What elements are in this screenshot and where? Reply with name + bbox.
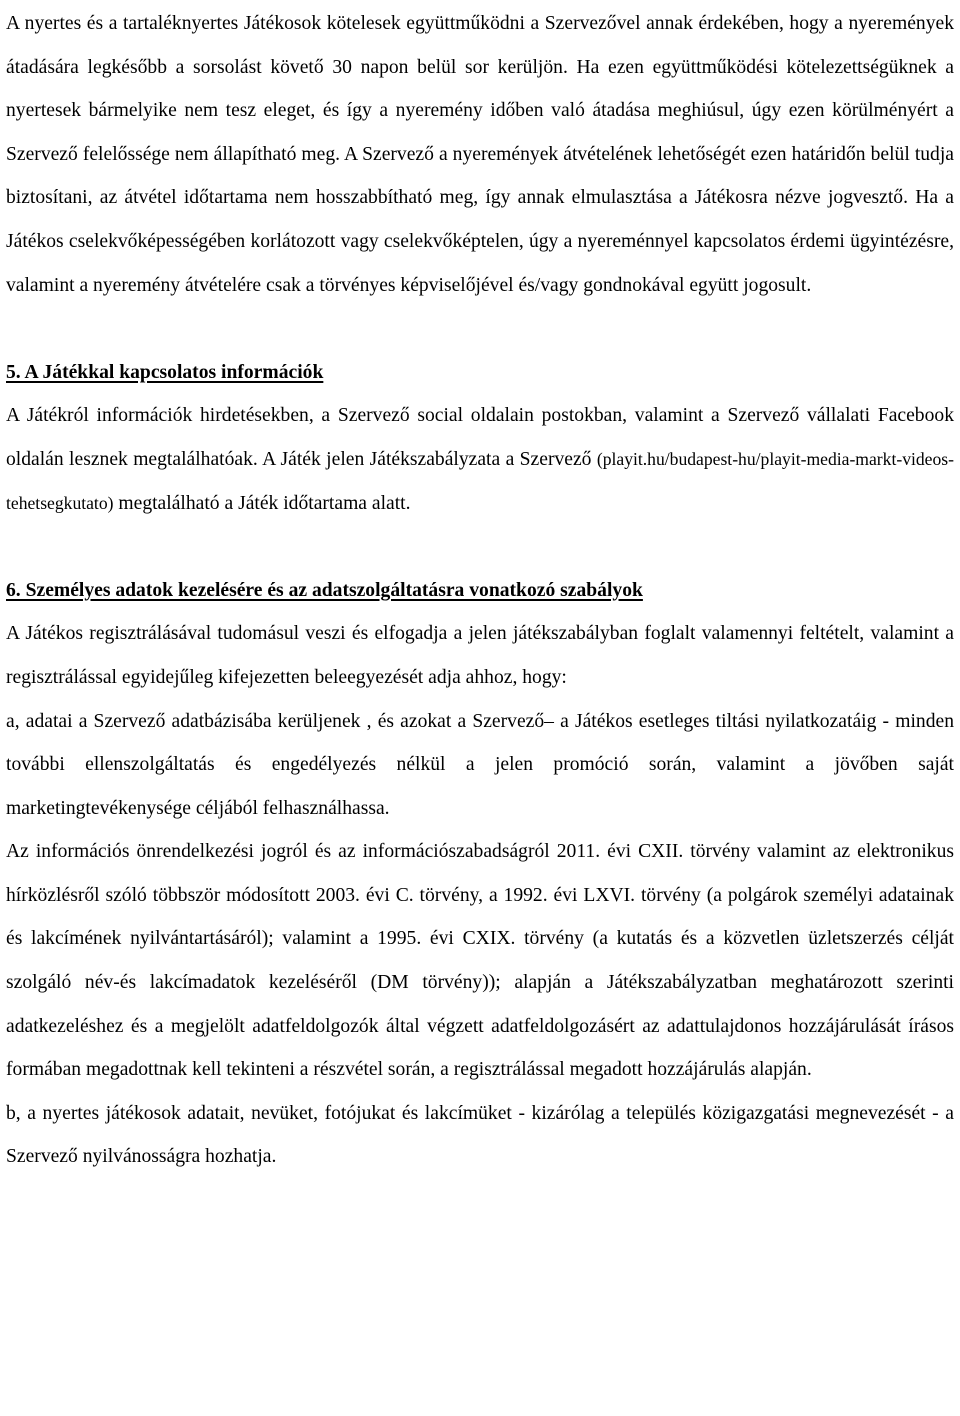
spacer xyxy=(6,307,954,351)
rules-url: (playit.hu/budapest-hu/playit-media-markt-videos-tehetsegkutato) xyxy=(6,448,954,513)
section-6-heading: 6. Személyes adatok kezelésére és az adatszolgáltatásra vonatkozó szabályok xyxy=(6,579,643,601)
paragraph-legal-basis: Az információs önrendelkezési jogról és az információszabadságról 2011. évi CXII. törvény valamint az elektronikus hírközlésről szóló többször módosított 2003. évi C. törvény, a 1992. évi LXVI. törvény (a polgárok személyi adatainak és lakcímének nyilvántartásáról); valamint a 1995. évi CXIX. törvény (a kutatás és a közvetlen üzletszerzés célját szolgáló név-és lakcímadatok kezeléséről (DM törvény)); alapján a Játékszabályzatban meghatározott szerinti adatkezeléshez és a megjelölt adatfeldolgozók által végzett adatfeldolgozásért az adattulajdonos hozzájárulását írásos formában megadottnak kell tekinteni a részvétel során, a regisztrálással megadott hozzájárulás alapján. xyxy=(6,841,954,1081)
paragraph-prize-handover: A nyertes és a tartaléknyertes Játékosok kötelesek együttműködni a Szervezővel annak érdekében, hogy a nyeremények átadására legkésőbb a sorsolást követő 30 napon belül sor kerüljön. Ha ezen együttműködési kötelezettségüknek a nyertesek bármelyike nem tesz eleget, és így a nyeremény időben való átadása meghiúsul, úgy ezen körülményért a Szervező felelőssége nem állapítható meg. A Szervező a nyeremények átvételének lehetőségét ezen határidőn belül tudja biztosítani, az átvétel időtartama nem hosszabbítható meg, így annak elmulasztása a Játékosra nézve jogvesztő. Ha a Játékos cselekvőképességében korlátozott vagy cselekvőképtelen, úgy a nyereménnyel kapcsolatos érdemi ügyintézésre, valamint a nyeremény átvételére csak a törvényes képviselőjével és/vagy gondnokával együtt jogosult. xyxy=(6,13,954,296)
paragraph-registration-consent: A Játékos regisztrálásával tudomásul veszi és elfogadja a jelen játékszabályban foglalt valamennyi feltételt, valamint a regisztrálással egyidejűleg kifejezetten beleegyezését adja ahhoz, hogy: xyxy=(6,623,954,688)
document-page xyxy=(6,2,954,1179)
paragraph-item-a: a, adatai a Szervező adatbázisába kerüljenek , és azokat a Szervező– a Játékos esetleges tiltási nyilatkozatáig - minden további ellenszolgáltatás és engedélyezés nélkül a jelen promóció során, valamint a jövőben saját marketingtevékenysége céljából felhasználhassa. xyxy=(6,710,954,819)
paragraph-game-info xyxy=(6,394,954,525)
paragraph-item-b: b, a nyertes játékosok adatait, nevüket, fotójukat és lakcímüket - kizárólag a település közigazgatási megnevezését - a Szervező nyilvánosságra hozhatja. xyxy=(6,1102,954,1168)
game-info-text: A Játékról információk hirdetésekben, a Szervező social oldalain postokban, valamint a Szervező vállalati Facebook oldalán lesznek megtalálhatóak. A Játék jelen Játékszabályzata a Szervező xyxy=(6,405,954,470)
spacer xyxy=(6,525,954,569)
section-5-heading: 5. A Játékkal kapcsolatos információk xyxy=(6,361,324,383)
game-info-text-end: megtalálható a Játék időtartama alatt. xyxy=(113,492,411,514)
